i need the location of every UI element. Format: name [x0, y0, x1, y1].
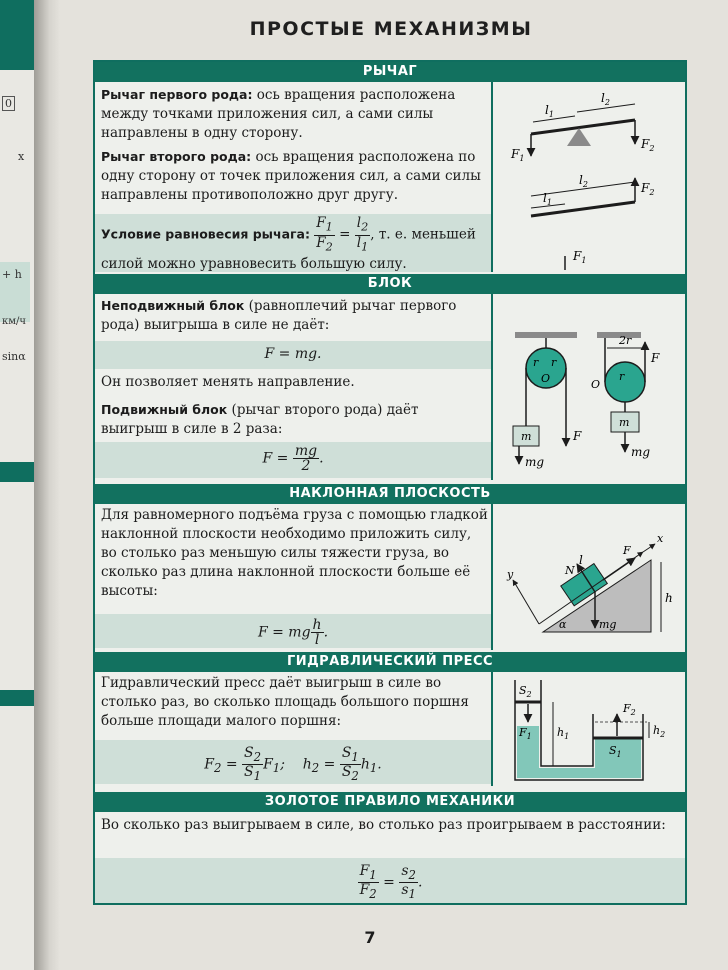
- left-page-fragment: [0, 0, 35, 970]
- column-divider: [491, 82, 493, 272]
- svg-text:2r: 2r: [619, 334, 632, 347]
- svg-text:mg: mg: [631, 445, 651, 459]
- section-header-press: ГИДРАВЛИЧЕСКИЙ ПРЕСС: [95, 652, 685, 672]
- definition-text: ось вращения расположена между точками приложения сил, а сами силы направлены в одну сторону.: [101, 87, 456, 141]
- section-header-lever: РЫЧАГ: [95, 62, 685, 82]
- definition-text: (равноплечий рычаг первого рода) выигрыша в силе не даёт:: [101, 298, 457, 333]
- svg-text:S1: $S_1$: [609, 744, 622, 759]
- formula-incline: F = mg $\frac{h}{l}$ .: [257, 617, 329, 648]
- formula-fraction: $\frac{l_2}{l_1}$: [356, 215, 369, 254]
- term-label: Рычаг второго рода:: [101, 149, 252, 164]
- press-text: Гидравлический пресс даёт выигрыш в силе во столько раз, во сколько площадь большого поршня больше площади малого поршня:: [101, 675, 469, 729]
- formula-golden-rule: $\frac{F_1}{F_2}$ = $\frac{s_2}{s_1}$ .: [359, 863, 423, 901]
- svg-text:S2: $S_2$: [519, 684, 532, 699]
- svg-text:m: m: [619, 416, 630, 429]
- svg-text:F2: $F_2$: [641, 137, 655, 153]
- formula-movable-pulley: F = $\frac{mg}{2}$ .: [262, 443, 324, 474]
- svg-text:F1: $F_1$: [573, 249, 587, 265]
- reference-sheet: [93, 60, 687, 905]
- definition-text: , т. е. меньшей силой можно уравновесить большую силу.: [101, 226, 476, 273]
- definition-text: (рычаг второго рода) даёт выигрыш в силе в 2 раза:: [101, 402, 419, 437]
- svg-text:l: l: [579, 553, 583, 567]
- svg-text:h2: $h_2$: [653, 724, 666, 739]
- incline-diagram: [495, 506, 683, 648]
- svg-text:α: α: [559, 618, 567, 631]
- lever-equilibrium: Условие равновесия рычага: $\frac{F_1}{F_2}$ = $\frac{l_2}{l_1}$ , т. е. меньшей силой можно уравновесить большую силу.: [101, 215, 476, 273]
- lever-bar: [531, 120, 635, 134]
- left-page-text: + h: [2, 268, 22, 281]
- movable-pulley-wheel: [605, 362, 645, 402]
- term-label: Подвижный блок: [101, 402, 228, 417]
- left-page-text: 0: [2, 96, 15, 111]
- svg-text:l2: $l_2$: [579, 173, 588, 189]
- fulcrum: [567, 128, 591, 146]
- dimension-line: [533, 116, 575, 122]
- fixed-pulley-text: [101, 296, 489, 335]
- section-header-incline: НАКЛОННАЯ ПЛОСКОСТЬ: [95, 484, 685, 504]
- svg-text:F1: $F_1$: [519, 726, 532, 741]
- lever-first-kind: [101, 85, 489, 143]
- incline-text: Для равномерного подъёма груза с помощью гладкой наклонной плоскости необходимо приложить силу, во столько раз меньшую силы тяжести груза, во сколько раз длина наклонной плоскости больше её высоты:: [101, 507, 488, 599]
- svg-text:mg: mg: [525, 455, 545, 469]
- svg-text:mg: mg: [599, 618, 617, 631]
- lever-second-kind: [101, 147, 489, 205]
- page-number: 7: [364, 928, 376, 947]
- section-header-golden-rule: ЗОЛОТОЕ ПРАВИЛО МЕХАНИКИ: [95, 792, 685, 812]
- svg-text:F: F: [651, 351, 660, 365]
- svg-text:h: h: [665, 591, 673, 605]
- movable-pulley-text: [101, 400, 489, 439]
- lever-diagram: [495, 84, 683, 270]
- page-title: ПРОСТЫЕ МЕХАНИЗМЫ: [249, 18, 533, 40]
- svg-text:l2: $l_2$: [601, 91, 610, 107]
- term-label: Условие равновесия рычага:: [101, 226, 310, 242]
- svg-text:N: N: [565, 564, 575, 577]
- pulley-diagram: [495, 296, 683, 476]
- svg-text:l1: $l_1$: [543, 191, 552, 207]
- svg-text:r: r: [533, 356, 539, 369]
- left-page-text: sinα: [2, 350, 26, 363]
- svg-text:r: r: [619, 370, 625, 383]
- svg-text:F1: $F_1$: [511, 147, 525, 163]
- svg-text:F2: $F_2$: [641, 181, 655, 197]
- column-divider: [491, 294, 493, 480]
- svg-text:y: y: [507, 568, 514, 581]
- svg-text:m: m: [521, 430, 532, 443]
- direction-text: Он позволяет менять направление.: [101, 374, 355, 390]
- definition-text: ось вращения расположена по одну сторону от точек приложения сил, а сами силы направлены противоположно друг другу.: [101, 149, 481, 203]
- term-label: Неподвижный блок: [101, 298, 245, 313]
- term-label: Рычаг первого рода:: [101, 87, 253, 102]
- book-spine: [34, 0, 60, 970]
- svg-text:O: O: [591, 378, 601, 391]
- left-page-text: км/ч: [2, 316, 27, 327]
- svg-text:x: x: [657, 532, 664, 545]
- left-page-band: [0, 690, 34, 706]
- press-diagram: [495, 674, 683, 784]
- formula-fraction: $\frac{F_1}{F_2}$: [316, 215, 333, 254]
- left-page-text: x: [18, 150, 25, 163]
- svg-text:F2: $F_2$: [623, 702, 636, 717]
- golden-rule-text: Во сколько раз выигрываем в силе, во столько раз проигрываем в расстоянии:: [101, 817, 666, 833]
- formula-press: $F_2$ = $\frac{S_2}{S_1}$ $F_1$; $h_2$ = $\frac{S_1}{S_2}$ $h_1$.: [204, 745, 382, 783]
- ceiling: [515, 332, 577, 338]
- section-header-block: БЛОК: [95, 274, 685, 294]
- svg-text:l1: $l_1$: [545, 103, 554, 119]
- column-divider: [491, 504, 493, 650]
- svg-text:F: F: [573, 429, 582, 443]
- column-divider: [491, 672, 493, 786]
- left-page-band: [0, 462, 34, 482]
- svg-text:O: O: [541, 372, 551, 385]
- left-page-band: [0, 0, 34, 70]
- svg-text:r: r: [551, 356, 557, 369]
- svg-text:h1: $h_1$: [557, 726, 570, 741]
- svg-text:F: F: [623, 544, 631, 557]
- formula-fixed-pulley: F = mg.: [264, 346, 322, 362]
